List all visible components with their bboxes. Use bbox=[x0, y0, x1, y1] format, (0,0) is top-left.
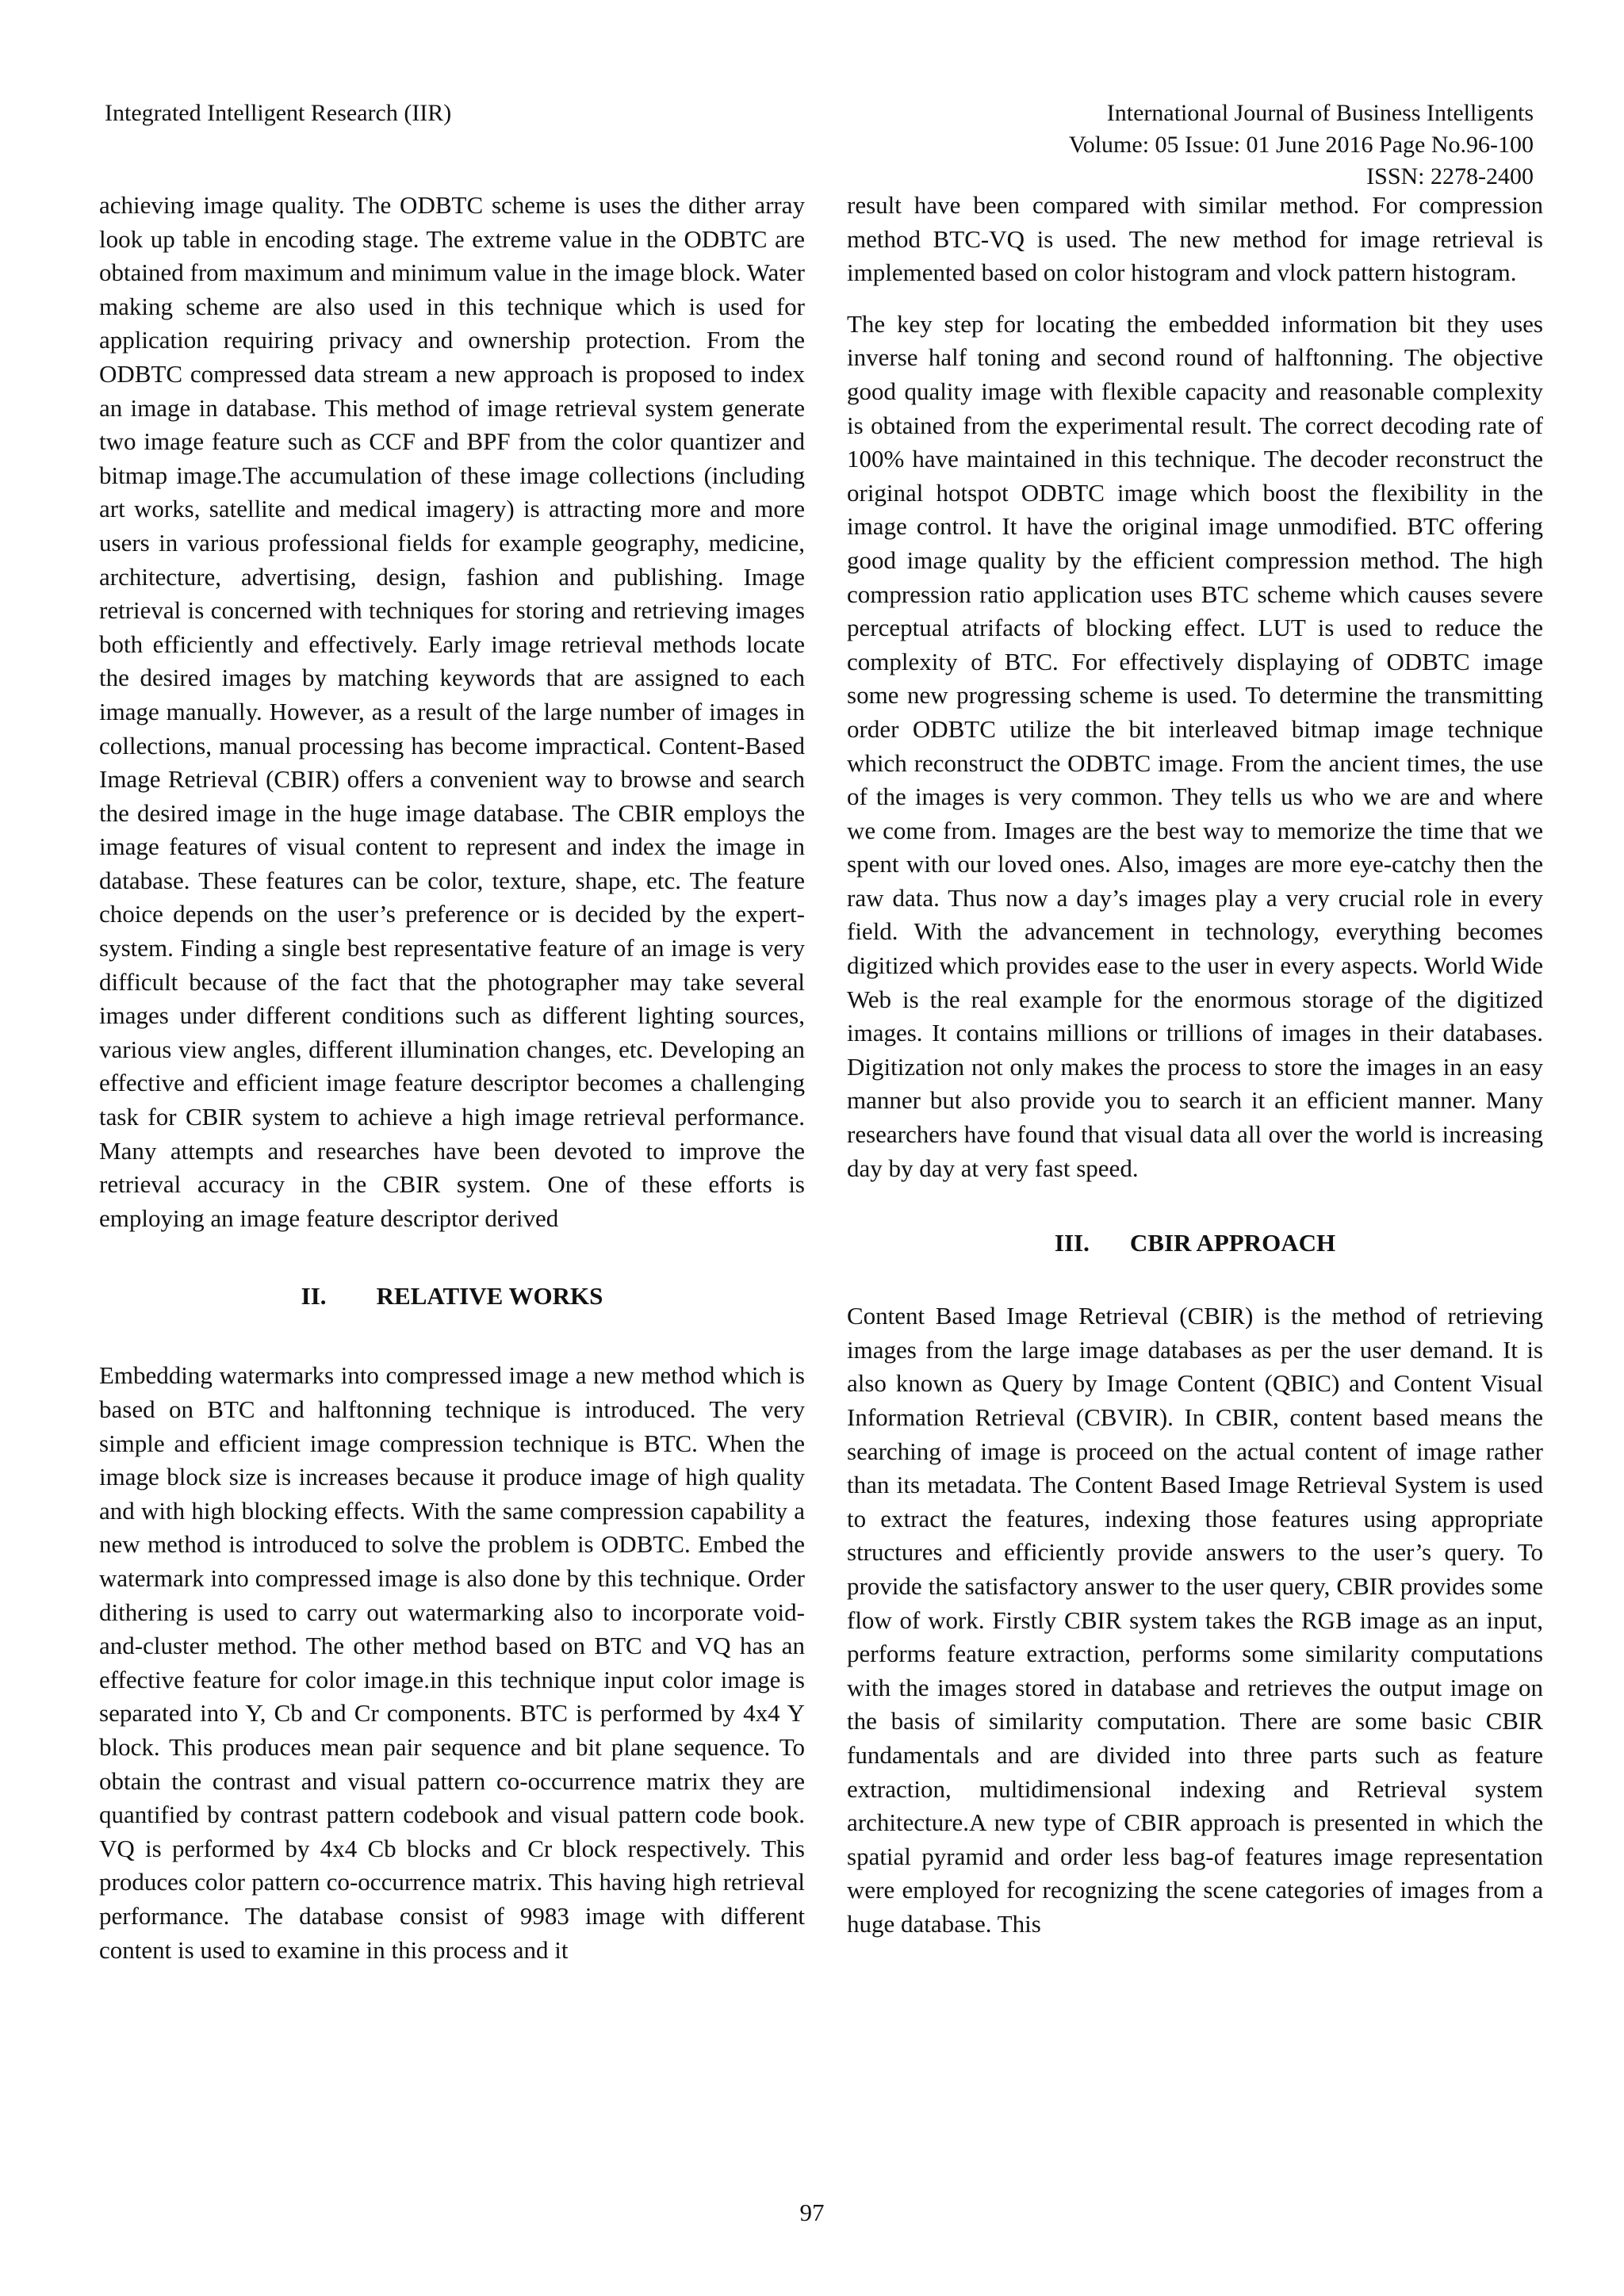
section-number: III. bbox=[1054, 1229, 1090, 1257]
journal-volume: Volume: 05 Issue: 01 June 2016 Page No.96-100 bbox=[1068, 132, 1534, 158]
right-column bbox=[847, 189, 1543, 1942]
journal-title: International Journal of Business Intelligents bbox=[1106, 100, 1534, 126]
key-step-paragraph: The key step for locating the embedded information bit they uses inverse half toning and second round of halftonning. The objective good quality image with flexible capacity and reasonable complexity is obtained from the experimental result. The correct decoding rate of 100% have maintained in this technique. The decoder reconstruct the original hotspot ODBTC image which boost the flexibility in the image control. It have the original image unmodified. BTC offering good image quality by the efficient compression method. The high compression ratio application uses BTC scheme which causes severe perceptual atrifacts of blocking effect. LUT is used to reduce the complexity of BTC. For effectively displaying of ODBTC image some new progressing scheme is used. To determine the transmitting order ODBTC utilize the bit interleaved bitmap image technique which reconstruct the ODBTC image. From the ancient times, the use of the images is very common. They tells us who we are and where we come from. Images are the best way to memorize the time that we spent with our loved ones. Also, images are more eye-catchy then the raw data. Thus now a day’s images play a very crucial role in every field. With the advancement in technology, everything becomes digitized which provides ease to the user in every aspects. World Wide Web is the real example for the enormous storage of the digitized images. It contains millions or trillions of images in their databases. Digitization not only makes the process to store the images in an easy manner but also provide you to search it an efficient manner. Many researchers have found that visual data all over the world is increasing day by day at very fast speed. bbox=[847, 309, 1543, 1182]
relative-works-paragraph: Embedding watermarks into compressed image a new method which is based on BTC and halftonning technique is introduced. The very simple and efficient image compression technique is BTC. When the image block size is increases because it produce image of high quality and with high blocking effects. With the same compression capability a new method is introduced to solve the problem is ODBTC. Embed the watermark into compressed image is also done by this technique. Order dithering is used to carry out watermarking also to incorporate void-and-cluster method. The other method based on BTC and VQ has an effective feature for color image.in this technique input color image is separated into Y, Cb and Cr components. BTC is performed by 4x4 Y block. This produces mean pair sequence and bit plane sequence. To obtain the contrast and visual pattern co-occurrence matrix they are quantified by contrast pattern codebook and visual pattern code book. VQ is performed by 4x4 Cb blocks and Cr block respectively. This produces color pattern co-occurrence matrix. This having high retrieval performance. The database consist of 9983 image with different content is used to examine in this process and it bbox=[99, 1361, 805, 1964]
section-heading-cbir-approach bbox=[847, 1226, 1543, 1260]
section-title: CBIR APPROACH bbox=[1129, 1229, 1336, 1257]
running-header-left: Integrated Intelligent Research (IIR) bbox=[105, 100, 452, 126]
running-header-right bbox=[1069, 98, 1534, 193]
continuation-paragraph: result have been compared with similar method. For compression method BTC-VQ is used. The new method for image retrieval is implemented based on color histogram and vlock pattern histogram. bbox=[847, 191, 1543, 287]
section-number: II. bbox=[301, 1282, 327, 1311]
intro-paragraph: achieving image quality. The ODBTC scheme is uses the dither array look up table in encoding stage. The extreme value in the ODBTC are obtained from maximum and minimum value in the image block. Water making scheme are also used in this technique which is used for application requiring privacy and ownership protection. From the ODBTC compressed data stream a new approach is proposed to index an image in database. This method of image retrieval system generate two image feature such as CCF and BPF from the color quantizer and bitmap image.The accumulation of these image collections (including art works, satellite and medical imagery) is attracting more and more users in various professional fields for example geography, medicine, architecture, advertising, design, fashion and publishing. Image retrieval is concerned with techniques for storing and retrieving images both efficiently and effectively. Early image retrieval methods locate the desired images by matching keywords that are assigned to each image manually. However, as a result of the large number of images in collections, manual processing has become impractical. Content-Based Image Retrieval (CBIR) offers a convenient way to browse and search the desired image in the huge image database. The CBIR employs the image features of visual content to represent and index the image in database. These features can be color, texture, shape, etc. The feature choice depends on the user’s preference or is decided by the expert-system. Finding a single best representative feature of an image is very difficult because of the fact that the photographer may take several images under different conditions such as different lighting sources, various view angles, different illumination changes, etc. Developing an effective and efficient image feature descriptor becomes a challenging task for CBIR system to achieve a high image retrieval performance. Many attempts and researches have been devoted to improve the retrieval accuracy in the CBIR system. One of these efforts is employing an image feature descriptor derived bbox=[99, 191, 805, 1232]
section-title: RELATIVE WORKS bbox=[376, 1282, 603, 1311]
journal-issn: ISSN: 2278-2400 bbox=[1366, 163, 1534, 189]
left-column bbox=[99, 189, 805, 1967]
section-heading-relative-works bbox=[99, 1280, 805, 1313]
cbir-approach-paragraph: Content Based Image Retrieval (CBIR) is the method of retrieving images from the large image databases as per the user demand. It is also known as Query by Image Content (QBIC) and Content Visual Information Retrieval (CBVIR). In CBIR, content based means the searching of image is proceed on the actual content of image rather than its metadata. The Content Based Image Retrieval System is used to extract the features, indexing those features using appropriate structures and efficiently provide answers to the user’s query. To provide the satisfactory answer to the user query, CBIR provides some flow of work. Firstly CBIR system takes the RGB image as an input, performs feature extraction, performs some similarity computations with the images stored in database and retrieves the output image on the basis of similarity computation. There are some basic CBIR fundamentals and are divided into three parts such as feature extraction, multidimensional indexing and Retrieval system architecture.A new type of CBIR approach is presented in which the spatial pyramid and order less bag-of features image representation were employed for recognizing the scene categories of images from a huge database. This bbox=[847, 1302, 1543, 1938]
page-number: 97 bbox=[799, 2198, 825, 2226]
